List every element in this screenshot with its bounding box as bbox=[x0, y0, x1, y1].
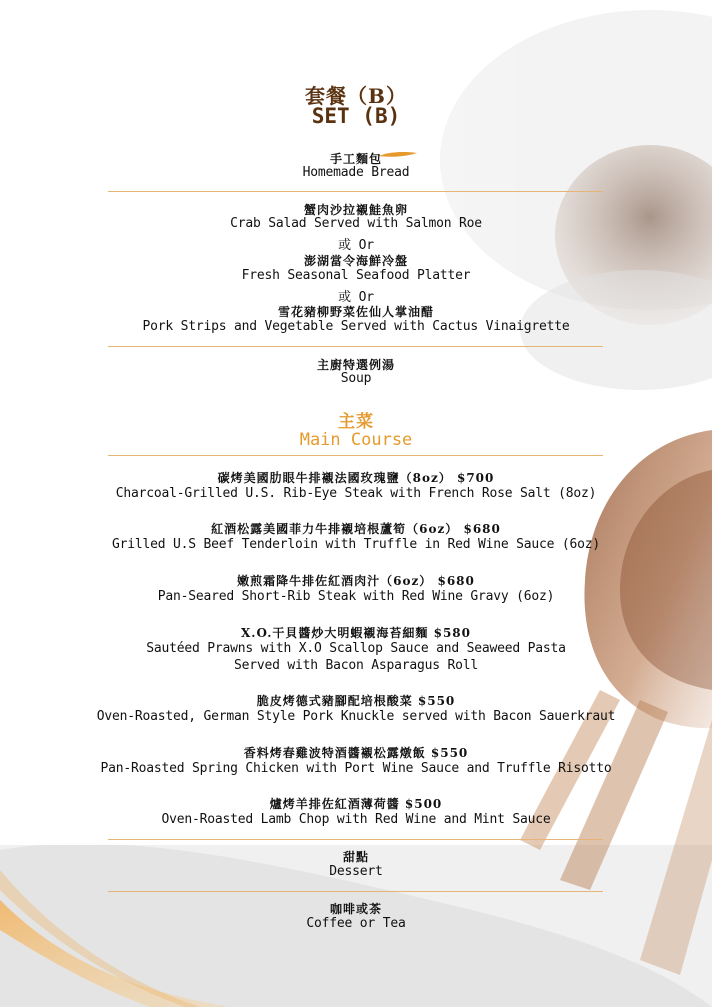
main-7-zh: 爐烤羊排佐紅酒薄荷醬 $500 bbox=[269, 797, 443, 811]
main-3-en: Pan-Seared Short-Rib Steak with Red Wine Gravy (6oz) bbox=[157, 589, 555, 604]
main-course-heading-zh: 主菜 bbox=[338, 412, 374, 432]
starter-1-en: Crab Salad Served with Salmon Roe bbox=[230, 216, 482, 231]
bread-zh: 手工麵包 bbox=[329, 152, 382, 166]
main-3-zh: 嫩煎霜降牛排佐紅酒肉汁（6oz） $680 bbox=[237, 574, 475, 588]
drink-zh: 咖啡或茶 bbox=[329, 902, 382, 916]
main-6-zh: 香料烤春雞波特酒醬襯松露燉飯 $550 bbox=[243, 746, 469, 760]
starter-2-zh: 澎湖當令海鮮冷盤 bbox=[303, 254, 408, 268]
main-7-en: Oven-Roasted Lamb Chop with Red Wine and Mint Sauce bbox=[161, 812, 551, 827]
divider bbox=[108, 839, 603, 840]
starter-3-en: Pork Strips and Vegetable Served with Cactus Vinaigrette bbox=[142, 319, 570, 334]
main-4-zh: X.O.干貝醬炒大明蝦襯海苔細麵 $580 bbox=[241, 626, 471, 640]
drink-en: Coffee or Tea bbox=[306, 916, 406, 931]
main-4-en: Sautéed Prawns with X.O Scallop Sauce and Seaweed Pasta bbox=[146, 641, 566, 656]
starter-3-zh: 雪花豬柳野菜佐仙人掌油醋 bbox=[277, 305, 434, 319]
main-2-zh: 紅酒松露美國菲力牛排襯培根蘆筍（6oz） $680 bbox=[211, 522, 501, 536]
dessert-zh: 甜點 bbox=[342, 850, 369, 864]
starter-1-zh: 蟹肉沙拉襯鮭魚卵 bbox=[303, 203, 408, 217]
soup-zh: 主廚特選例湯 bbox=[316, 358, 395, 372]
main-5-zh: 脆皮烤德式豬腳配培根酸菜 $550 bbox=[256, 694, 456, 708]
set-title-zh: 套餐（B） bbox=[305, 84, 407, 108]
main-1-en: Charcoal-Grilled U.S. Rib-Eye Steak with French Rose Salt (8oz) bbox=[115, 486, 597, 501]
main-6-en: Pan-Roasted Spring Chicken with Port Wine Sauce and Truffle Risotto bbox=[100, 761, 612, 776]
divider bbox=[108, 455, 603, 456]
main-1-zh: 碳烤美國肋眼牛排襯法國玫瑰鹽（8oz） $700 bbox=[217, 471, 495, 485]
bread-en: Homemade Bread bbox=[302, 165, 410, 180]
dessert-en: Dessert bbox=[329, 864, 383, 879]
divider bbox=[108, 346, 603, 347]
main-2-en: Grilled U.S Beef Tenderloin with Truffle in Red Wine Sauce (6oz) bbox=[111, 537, 601, 552]
set-title-en: SET (B) bbox=[311, 104, 401, 128]
or-label: 或 Or bbox=[338, 290, 374, 305]
main-5-en: Oven-Roasted, German Style Pork Knuckle served with Bacon Sauerkraut bbox=[96, 709, 616, 724]
main-course-heading-en: Main Course bbox=[299, 430, 413, 450]
soup-en: Soup bbox=[340, 371, 372, 386]
or-label: 或 Or bbox=[338, 238, 374, 253]
divider bbox=[108, 191, 603, 192]
starter-2-en: Fresh Seasonal Seafood Platter bbox=[241, 268, 471, 283]
divider bbox=[108, 891, 603, 892]
main-4-en-line2: Served with Bacon Asparagus Roll bbox=[233, 658, 479, 673]
